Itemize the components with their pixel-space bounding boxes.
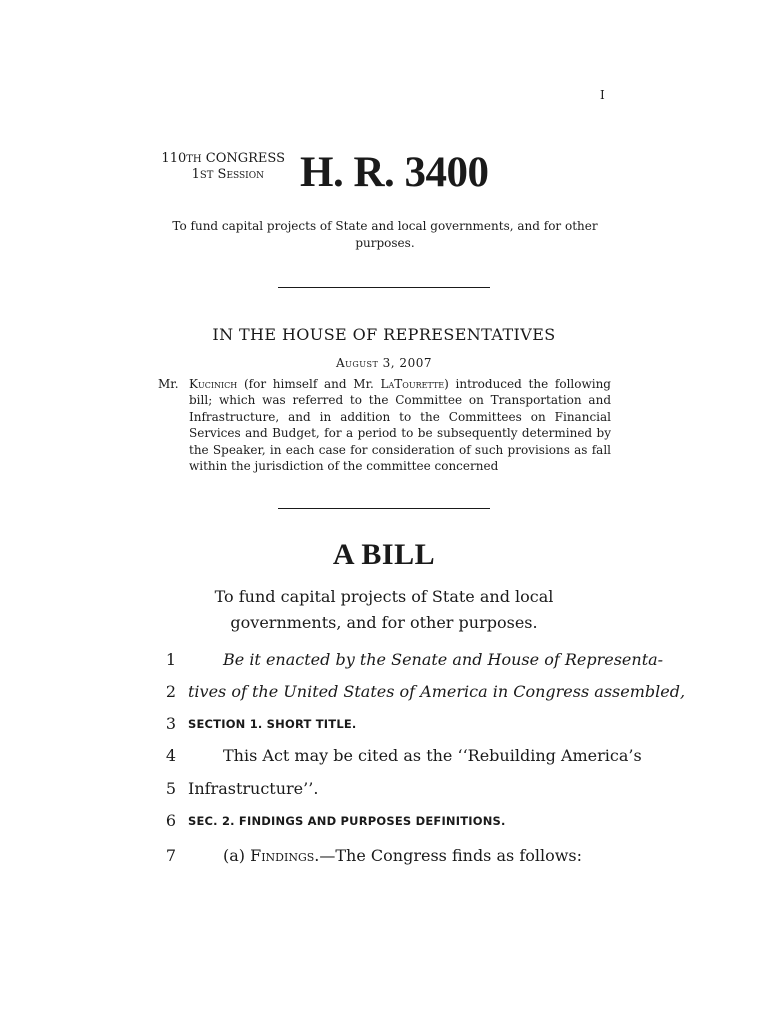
bill-line [0,650,768,672]
bill-line [0,811,768,833]
house-heading: IN THE HOUSE OF REPRESENTATIVES [212,325,556,344]
introduction-paragraph [158,376,611,474]
bill-line [0,846,768,868]
congress-label: CONGRESS [201,151,285,166]
section-text: Infrastructure’’. [188,779,319,798]
subsection-heading: Findings [250,846,315,865]
line-number: 7 [165,846,176,865]
bill-title: A BILL [332,538,436,571]
section-text: This Act may be cited as the ‘‘Rebuilding America’s [223,746,642,765]
session-number: 1 [191,167,200,182]
bill-line [0,682,768,704]
header-purpose: To fund capital projects of State and local governments, and for other purposes. [172,219,598,250]
congress-number-suffix: TH [186,154,202,165]
divider-rule [278,508,490,509]
bill-line [0,714,768,736]
subsection-label: (a) [223,846,251,865]
section-heading: SECTION 1. SHORT TITLE. [188,717,357,731]
bill-number: H. R. 3400 [300,149,489,196]
congress-line [159,151,285,167]
enacting-clause: Be it enacted by the Senate and House of Representa- [223,650,664,669]
sponsor-name: Kucinich [189,377,238,391]
line-number: 2 [165,682,176,701]
introduction-date: August 3, 2007 [336,356,432,370]
section-heading: SEC. 2. FINDINGS AND PURPOSES DEFINITIONS. [188,814,506,828]
line-number: 1 [165,650,176,669]
congress-number: 110 [161,151,187,166]
enacting-clause: tives of the United States of America in Congress assembled, [188,682,686,701]
subsection-rest: .—The Congress finds as follows: [314,846,583,865]
congress-session-block [159,151,285,183]
line-number: 4 [165,746,176,765]
bill-line [0,779,768,801]
session-number-suffix: ST [199,170,214,181]
cosponsor-name: LaTourette [380,377,445,391]
line-number: 5 [165,779,176,798]
introduction-text: ) introduced the following bill; which was referred to the Committee on Transportation and Infrastructure, and in addition to the Committees on Financial Services and Budget, for a period to be subsequently determined by the Speaker, in each case for consideration of such provisions as fall within the jurisdiction of the committee concerned [189,377,611,474]
session-label: Session [213,167,264,182]
cosponsor-intro: (for himself and Mr. [237,377,381,391]
line-number: 6 [165,811,176,830]
line-number: 3 [165,714,176,733]
sponsor-prefix: Mr. [158,377,179,391]
subsection-text [188,846,611,865]
divider-rule [278,287,490,288]
page-marker: I [600,88,605,102]
bill-line [0,746,768,768]
bill-purpose: To fund capital projects of State and local governments, and for other purposes. [214,587,554,632]
session-line [159,167,285,183]
